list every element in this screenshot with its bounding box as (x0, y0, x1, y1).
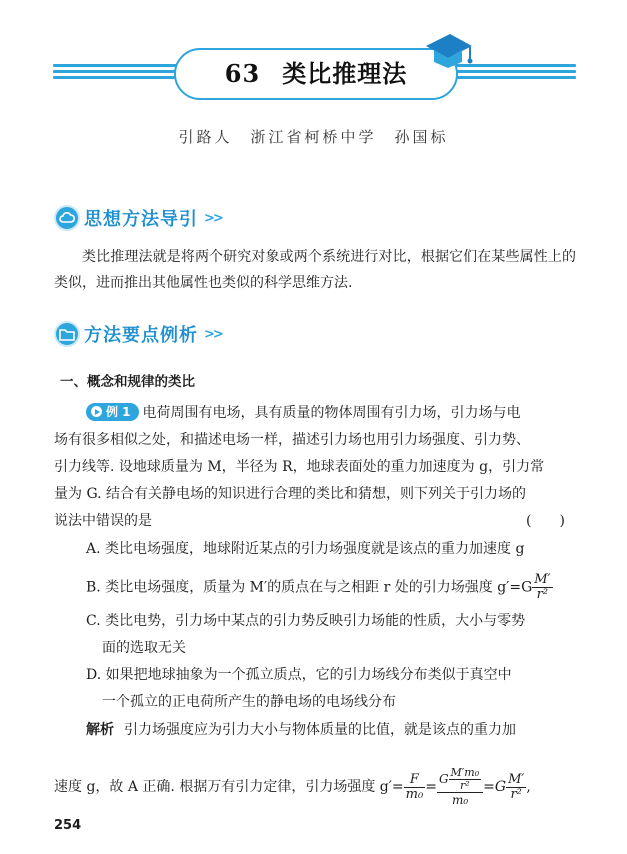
header-stripes-left (53, 64, 193, 86)
option-c-continued: 面的选取无关 (102, 640, 186, 656)
analysis-label: 解析 (86, 722, 114, 738)
play-icon (91, 406, 102, 417)
example-line: 量为 G. 结合有关静电场的知识进行合理的类比和猜想，则下列关于引力场的 (54, 486, 527, 502)
analysis-formula-line: 速度 g，故 A 正确. 根据万有引力定律，引力场强度 g′= $\frac{F}{\text{m₀}}$ = G $\frac{\text{M′m₀}}{\text{r²}}$ m₀ =G $\frac{M'}{\text{r²}}$ , (54, 766, 531, 807)
folder-icon (54, 321, 80, 347)
option-c: C. 类比电势，引力场中某点的引力势反映引力场能的性质，大小与零势 (86, 613, 526, 629)
chapter-title (174, 48, 458, 100)
author-line: 引路人 浙江省柯桥中学 孙国标 (178, 128, 449, 146)
example-line: 引力线等. 设地球质量为 M，半径为 R，地球表面处的重力加速度为 g，引力常 (54, 459, 545, 475)
section-header-guide (54, 204, 222, 232)
fraction-numerator: M′ (534, 572, 551, 587)
option-a: A. 类比电场强度，地球附近某点的引力场强度就是该点的重力加速度 g (86, 541, 525, 557)
page-number: 254 (54, 818, 82, 833)
chapter-number: 63 (224, 59, 261, 88)
analysis-line: 解析 引力场强度应为引力大小与物体质量的比值，就是该点的重力加 (86, 722, 516, 738)
answer-bracket: ( ) (526, 513, 565, 529)
fraction-denominator: r² (536, 587, 549, 602)
example-line: 例 1 电荷周围有电场，具有质量的物体周围有引力场，引力场与电 (86, 403, 521, 423)
double-chevron-icon: >> (204, 326, 222, 342)
option-d: D. 如果把地球抽象为一个孤立质点，它的引力场线分布类似于真空中 (86, 667, 512, 683)
section-title: 思想方法导引 (84, 209, 198, 230)
example-line: 场有很多相似之处，和描述电场一样，描述引力场也用引力场强度、引力势、 (54, 432, 530, 448)
option-b: B. 类比电场强度，质量为 M′的质点在与之相距 r 处的引力场强度 g′=G $\frac{M'}{\text{r²}}$ (86, 572, 551, 602)
option-d-continued: 一个孤立的正电荷所产生的静电场的电场线分布 (102, 694, 396, 710)
intro-paragraph: 类比推理法就是将两个研究对象或两个系统进行对比，根据它们在某些属性上的类似，进而推出其他属性也类似的科学思维方法. (54, 249, 576, 291)
graduation-cap-icon (420, 30, 476, 76)
double-chevron-icon: >> (204, 210, 222, 226)
example-line: 说法中错误的是 (54, 513, 152, 529)
chapter-title-text: 类比推理法 (282, 59, 408, 88)
section-title: 方法要点例析 (84, 325, 198, 346)
subsection-heading: 一、概念和规律的类比 (60, 374, 195, 390)
section-header-examples (54, 320, 222, 348)
example-badge: 例 1 (86, 403, 139, 421)
cloud-icon (54, 205, 80, 231)
